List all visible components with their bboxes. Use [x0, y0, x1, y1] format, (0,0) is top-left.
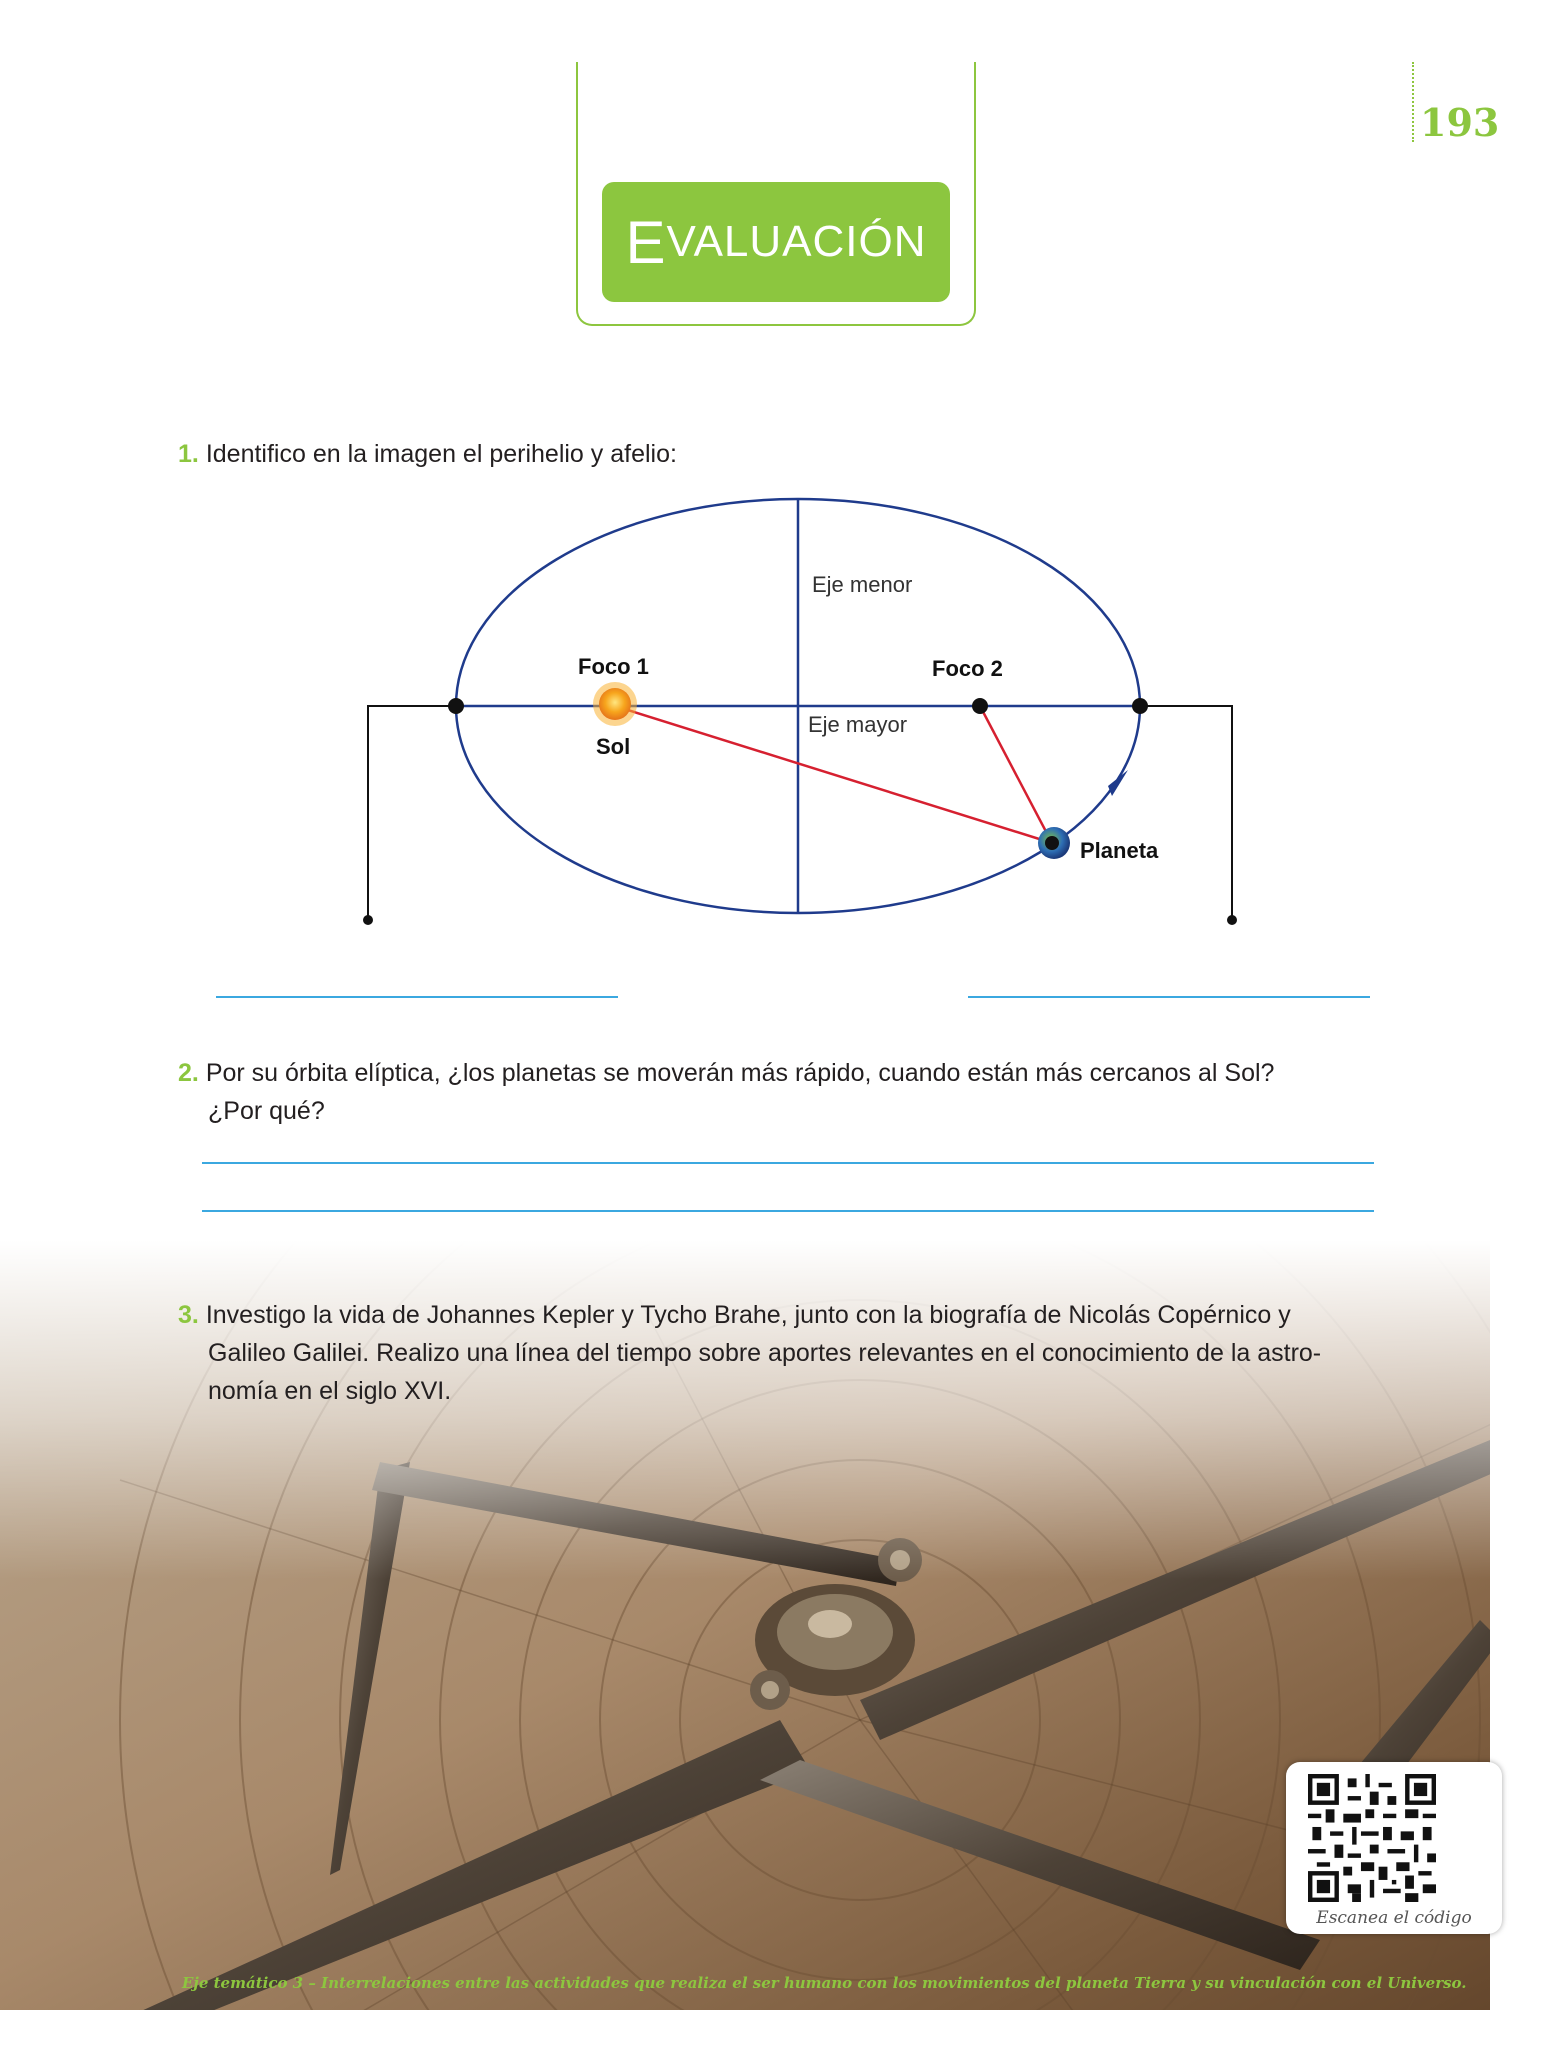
leader-end-left: [363, 915, 373, 925]
answer-line-perihelion[interactable]: [216, 996, 618, 998]
sun-icon: [593, 682, 637, 726]
question-3-line-2: Galileo Galilei. Realizo una línea del tiempo sobre aportes relevantes en el conocimiento de la astro-: [208, 1339, 1322, 1367]
qr-card[interactable]: [1286, 1762, 1502, 1934]
label-sun: Sol: [596, 734, 631, 759]
title-rest: VALUACIÓN: [666, 217, 927, 266]
page-title: [602, 182, 950, 302]
vertex-left: [448, 698, 464, 714]
qr-code-icon[interactable]: [1308, 1774, 1436, 1902]
question-2-line-1: Por su órbita elíptica, ¿los planetas se moverán más rápido, cuando están más cercanos al Sol?: [205, 1059, 1275, 1087]
label-focus-2: Foco 2: [932, 656, 1003, 681]
label-focus-1: Foco 1: [578, 654, 649, 679]
question-1-text: Identifico en la imagen el perihelio y afelio:: [205, 440, 677, 468]
label-planet: Planeta: [1080, 838, 1159, 863]
aphelion-leader: [1140, 706, 1232, 920]
page-number: 193: [1420, 100, 1500, 145]
orbit-diagram: [340, 480, 1280, 940]
footer-text: Eje temático 3 – Interrelaciones entre las actividades que realiza el ser humano con los movimientos del planeta Tierra y su vinculación con el Universo.: [182, 1974, 1467, 1992]
vertex-right: [1132, 698, 1148, 714]
label-minor-axis: Eje menor: [812, 572, 913, 597]
question-2: [178, 1054, 1428, 1130]
answer-line-aphelion[interactable]: [968, 996, 1370, 998]
orbit-direction-arrow: [1108, 770, 1128, 796]
question-1-number: 1.: [178, 440, 199, 468]
qr-caption: Escanea el código: [1316, 1908, 1472, 1928]
radius-vector-2: [980, 706, 1052, 843]
perihelion-leader: [368, 706, 456, 920]
title-first-letter: E: [625, 208, 667, 276]
page-number-rule: [1412, 62, 1414, 142]
answer-line-q2-2[interactable]: [202, 1210, 1374, 1212]
question-3: [178, 1296, 1428, 1410]
answer-line-q2-1[interactable]: [202, 1162, 1374, 1164]
question-3-number: 3.: [178, 1301, 199, 1329]
label-major-axis: Eje mayor: [808, 712, 908, 737]
leader-end-right: [1227, 915, 1237, 925]
question-2-line-2: ¿Por qué?: [208, 1097, 325, 1125]
question-2-number: 2.: [178, 1059, 199, 1087]
planet-icon: [1038, 827, 1070, 859]
question-3-line-3: nomía en el siglo XVI.: [208, 1377, 452, 1405]
question-1: [178, 435, 677, 473]
question-3-line-1: Investigo la vida de Johannes Kepler y Tycho Brahe, junto con la biografía de Nicolás Copérnico y: [205, 1301, 1291, 1329]
focus-2-point: [972, 698, 988, 714]
